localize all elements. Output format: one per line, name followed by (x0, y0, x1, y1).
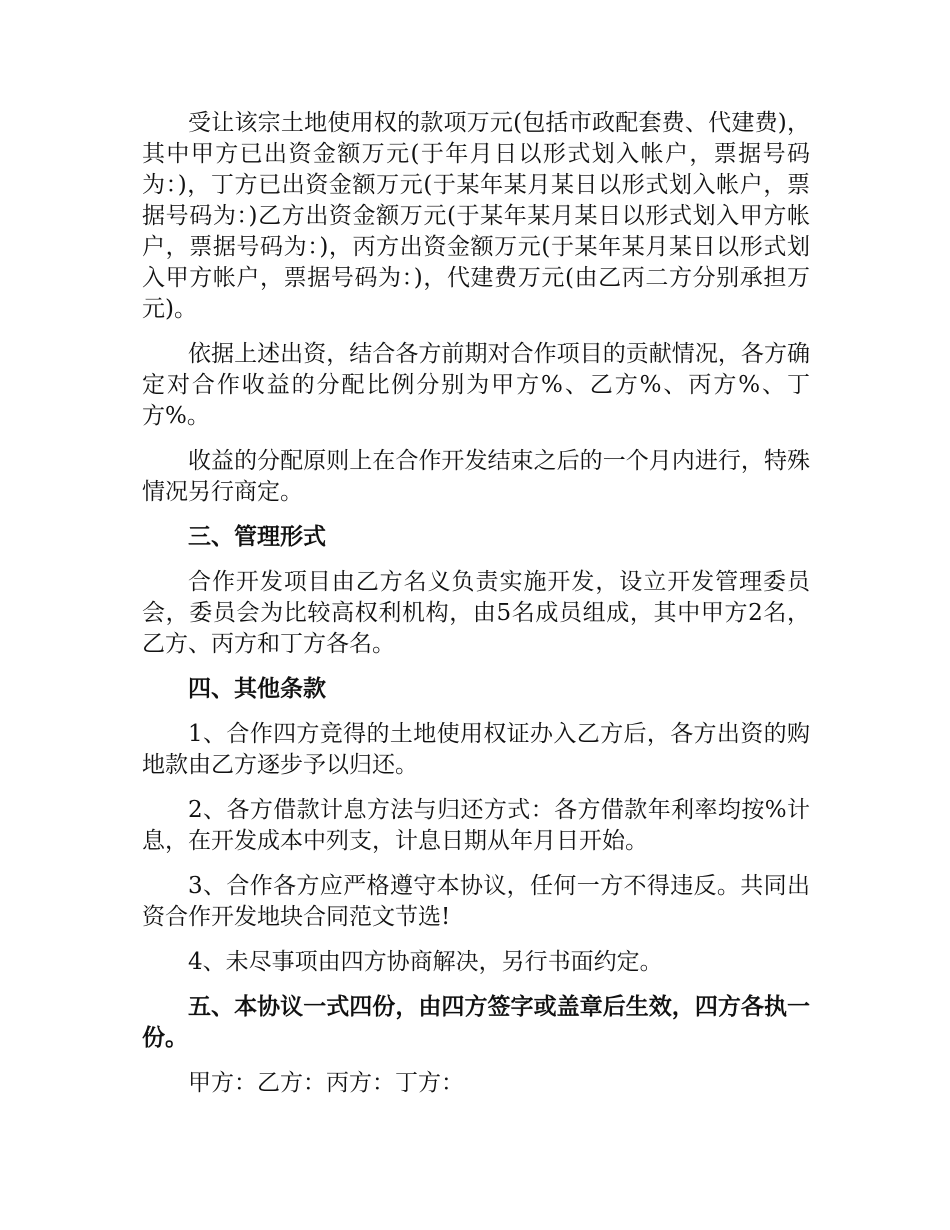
section-heading-copies: 五、本协议一式四份，由四方签字或盖章后生效，四方各执一份。 (142, 994, 810, 1051)
section-heading-management: 三、管理形式 (188, 524, 326, 550)
paragraph-profit-timing: 收益的分配原则上在合作开发结束之后的一个月内进行，特殊情况另行商定。 (142, 448, 810, 505)
paragraph-payment-details: 受让该宗土地使用权的款项万元(包括市政配套费、代建费)，其中甲方已出资金额万元(于年月日以形式划入帐户，票据号码为：)，丁方已出资金额万元(于某年某月某日以形式划入帐户，票据号码为：)乙方出资金额万元(于某年某月某日以形式划入甲方帐户，票据号码为：)，丙方出资金额万元(于某年某月某日以形式划入甲方帐户，票据号码为：)，代建费万元(由乙丙二方分别承担万元)。 (142, 110, 810, 322)
paragraph-management-committee: 合作开发项目由乙方名义负责实施开发，设立开发管理委员会，委员会为比较高权利机构，由5名成员组成，其中甲方2名，乙方、丙方和丁方各名。 (142, 569, 810, 657)
paragraph-profit-ratio: 依据上述出资，结合各方前期对合作项目的贡献情况，各方确定对合作收益的分配比例分别为甲方%、乙方%、丙方%、丁方%。 (142, 341, 810, 429)
clause-item-4: 4、未尽事项由四方协商解决，另行书面约定。 (188, 949, 663, 975)
document-page (142, 108, 810, 1113)
clause-item-1: 1、合作四方竞得的土地使用权证办入乙方后，各方出资的购地款由乙方逐步予以归还。 (142, 721, 810, 778)
signature-line: 甲方：乙方：丙方：丁方： (188, 1070, 464, 1096)
clause-item-3: 3、合作各方应严格遵守本协议，任何一方不得违反。共同出资合作开发地块合同范文节选! (142, 873, 810, 930)
clause-item-2: 2、各方借款计息方法与归还方式：各方借款年利率均按%计息，在开发成本中列支，计息日期从年月日开始。 (142, 797, 810, 854)
section-heading-other-terms: 四、其他条款 (188, 676, 326, 702)
